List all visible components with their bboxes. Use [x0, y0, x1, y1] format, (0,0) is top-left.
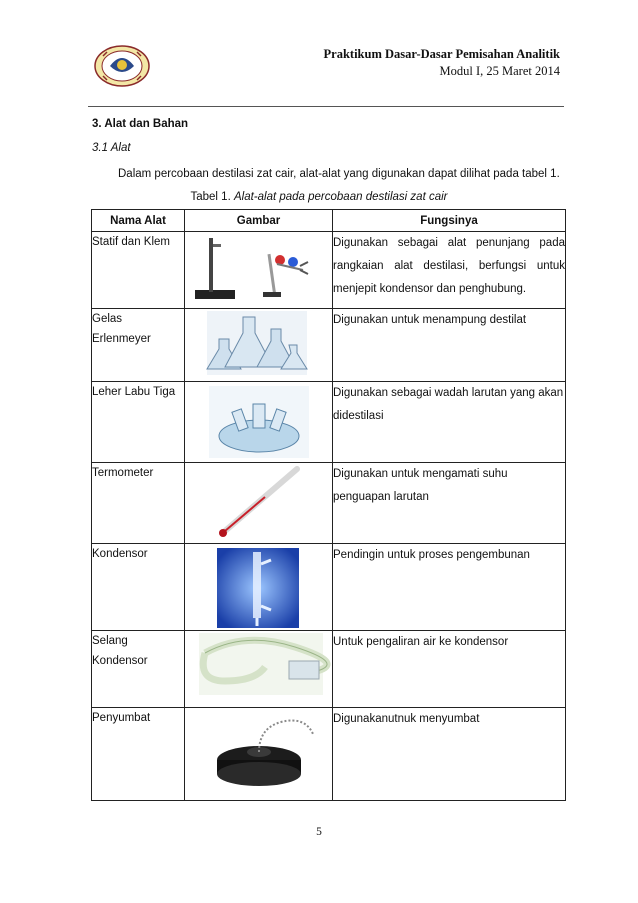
column-header-image: Gambar	[185, 210, 333, 232]
tool-image-cell	[185, 232, 333, 309]
table-row	[92, 631, 566, 708]
table-row	[92, 232, 566, 309]
header-course-title: Praktikum Dasar-Dasar Pemisahan Analitik	[323, 47, 560, 61]
condenser-image	[185, 544, 333, 630]
caption-title: Alat-alat pada percobaan destilasi zat cair	[233, 191, 448, 203]
university-logo	[93, 44, 151, 88]
table-row	[92, 309, 566, 382]
header-divider	[88, 106, 564, 107]
document-header	[324, 46, 560, 80]
tool-function: Digunakan untuk mengamati suhu penguapan larutan	[333, 463, 566, 544]
stand-and-clamp-image	[185, 232, 333, 308]
stopper-image	[185, 708, 333, 800]
subsection-heading: 3.1 Alat	[92, 142, 131, 154]
table-row	[92, 708, 566, 801]
three-neck-flask-image	[185, 382, 333, 462]
tools-table	[91, 209, 566, 801]
section-heading: 3. Alat dan Bahan	[92, 118, 189, 130]
column-header-name: Nama Alat	[92, 210, 185, 232]
page-number: 5	[316, 826, 322, 838]
tool-function: Digunakan sebagai alat penunjang pada rangkaian alat destilasi, berfungsi untuk menjepit kondensor dan penghubung.	[333, 232, 566, 309]
tool-image-cell	[185, 309, 333, 382]
intro-paragraph: Dalam percobaan destilasi zat cair, alat-alat yang digunakan dapat dilihat pada tabel 1.	[118, 168, 560, 180]
tool-image-cell	[185, 544, 333, 631]
column-header-function: Fungsinya	[333, 210, 566, 232]
tool-image-cell	[185, 382, 333, 463]
table-row	[92, 544, 566, 631]
tool-name: Leher Labu Tiga	[92, 382, 185, 463]
caption-prefix: Tabel 1.	[190, 191, 231, 203]
tool-image-cell	[185, 463, 333, 544]
tool-image-cell	[185, 708, 333, 801]
tool-function: Pendingin untuk proses pengembunan	[333, 544, 566, 631]
header-module-date: Modul I, 25 Maret 2014	[439, 64, 560, 78]
table-header-row	[92, 210, 566, 232]
tool-image-cell	[185, 631, 333, 708]
tool-name: Gelas Erlenmeyer	[92, 309, 185, 382]
tool-name: Penyumbat	[92, 708, 185, 801]
tool-function: Digunakan untuk menampung destilat	[333, 309, 566, 382]
thermometer-image	[185, 463, 333, 543]
tool-function: Untuk pengaliran air ke kondensor	[333, 631, 566, 708]
table-caption	[0, 191, 638, 203]
tool-function: Digunakan sebagai wadah larutan yang akan didestilasi	[333, 382, 566, 463]
tool-name: Selang Kondensor	[92, 631, 185, 708]
condenser-hose-image	[185, 631, 333, 707]
table-row	[92, 463, 566, 544]
tool-name: Termometer	[92, 463, 185, 544]
erlenmeyer-flasks-image	[185, 309, 333, 381]
tool-name: Statif dan Klem	[92, 232, 185, 309]
tool-function: Digunakanutnuk menyumbat	[333, 708, 566, 801]
tool-name: Kondensor	[92, 544, 185, 631]
table-row	[92, 382, 566, 463]
